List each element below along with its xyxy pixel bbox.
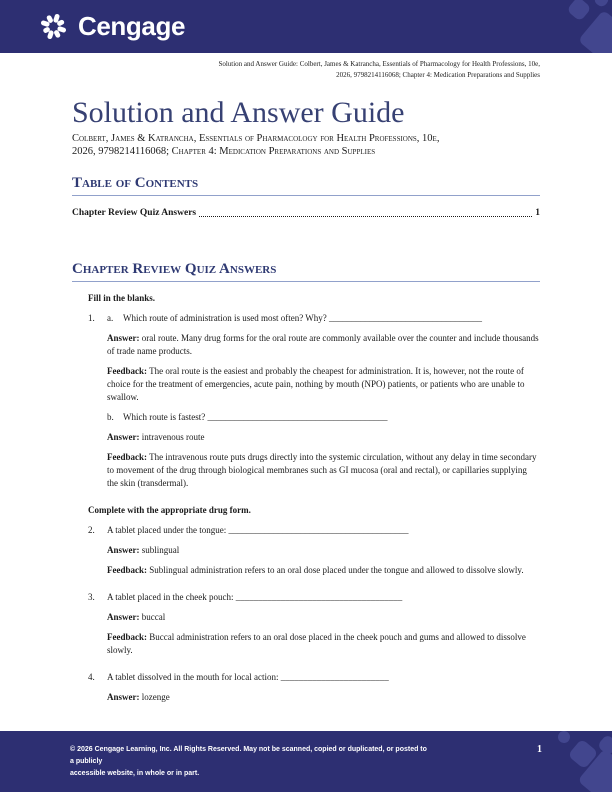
question-2-text: A tablet placed under the tongue: ________________________________________ (107, 525, 409, 535)
page-content (72, 96, 540, 718)
question-3-answer: Answer: buccal (107, 612, 166, 622)
running-head-citation (140, 59, 540, 80)
question-1-number: 1. (88, 313, 95, 323)
question-1a-text: Which route of administration is used most often? Why? __________________________________ (123, 313, 483, 323)
answer-label: Answer: (107, 432, 140, 442)
footer-corner-decor-icon (522, 731, 612, 792)
instruction-complete-drug-form: Complete with the appropriate drug form. (88, 505, 251, 515)
question-1b-letter: b. (107, 412, 114, 422)
feedback-label: Feedback: (107, 565, 147, 575)
question-4-text: A tablet dissolved in the mouth for local action: ________________________ (107, 672, 389, 682)
question-1a (107, 312, 540, 325)
toc-dot-leader (199, 207, 532, 217)
answer-label: Answer: (107, 692, 140, 702)
cengage-logo (36, 9, 185, 44)
feedback-label: Feedback: (107, 366, 147, 376)
subtitle-line-1: Colbert, James & Katrancha, Essentials of Pharmacology for Health Professions, 10e, (72, 133, 440, 144)
cengage-logo-text: Cengage (78, 11, 186, 41)
question-1b-answer: Answer: intravenous route (107, 432, 205, 442)
page-title: Solution and Answer Guide (72, 96, 405, 129)
section-heading-chapter-review-quiz-answers: Chapter Review Quiz Answers (72, 260, 540, 282)
answer-label: Answer: (107, 612, 140, 622)
question-3-feedback: Feedback: Buccal administration refers to an oral dose placed in the cheek pouch and gums and allowed to dissolve slowly. (107, 632, 526, 655)
answer-label: Answer: (107, 545, 140, 555)
header-bar (0, 0, 612, 53)
toc-heading: Table of Contents (72, 174, 540, 196)
question-3-text: A tablet placed in the cheek pouch: _____________________________________ (107, 592, 403, 602)
question-2-number: 2. (88, 525, 95, 535)
toc-entry-label: Chapter Review Quiz Answers (72, 208, 197, 218)
copyright-line-1: © 2026 Cengage Learning, Inc. All Rights Reserved. May not be scanned, copied or duplicated, or posted to a publicly (70, 746, 427, 765)
citation-line-1: Solution and Answer Guide: Colbert, James & Katrancha, Essentials of Pharmacology for Health Professions, 10e, (218, 60, 540, 68)
question-3-number: 3. (88, 592, 95, 602)
page-number: 1 (537, 744, 542, 755)
quiz-body (88, 292, 540, 711)
question-1a-letter: a. (107, 313, 114, 323)
toc-entry-page-number: 1 (535, 208, 540, 218)
document-subtitle (72, 132, 540, 158)
question-1a-feedback: Feedback: The oral route is the easiest and probably the cheapest for administration. It is, however, not the route of choice for the treatment of emergencies, acute pain, nothing by mouth (NPO) patients, or patients who are unable to swallow. (107, 366, 525, 402)
citation-line-2: 2026, 9798214116068; Chapter 4: Medication Preparations and Supplies (336, 70, 540, 79)
copyright-line-2: accessible website, in whole or in part. (70, 770, 200, 777)
question-1b-text: Which route is fastest? ________________________________________ (123, 412, 388, 422)
question-4-number: 4. (88, 672, 95, 682)
question-2-answer: Answer: sublingual (107, 545, 180, 555)
subtitle-line-2: 2026, 9798214116068; Chapter 4: Medication Preparations and Supplies (72, 146, 376, 157)
question-3 (88, 591, 540, 664)
footer-bar (0, 731, 612, 792)
toc-entry-chapter-review-quiz-answers[interactable] (72, 207, 540, 220)
feedback-label: Feedback: (107, 452, 147, 462)
copyright-notice (70, 744, 430, 780)
instruction-fill-in-the-blanks: Fill in the blanks. (88, 293, 156, 303)
question-1 (88, 312, 540, 497)
question-1a-answer: Answer: oral route. Many drug forms for the oral route are commonly available over the counter and include thousands of trade name products. (107, 333, 539, 356)
question-4 (88, 671, 540, 711)
answer-label: Answer: (107, 333, 140, 343)
question-1b (107, 411, 540, 424)
question-4-answer: Answer: lozenge (107, 692, 170, 702)
question-1b-feedback: Feedback: The intravenous route puts drugs directly into the systemic circulation, without any delay in time secondary to movement of the drug through biological membranes such as GI mucosa (oral and rectal), or capillaries supplying the skin (transdermal). (107, 452, 537, 488)
cengage-burst-icon (36, 9, 71, 44)
question-2-feedback: Feedback: Sublingual administration refers to an oral dose placed under the tongue and allowed to dissolve slowly. (107, 565, 524, 575)
question-2 (88, 524, 540, 584)
feedback-label: Feedback: (107, 632, 147, 642)
header-corner-decor-icon (522, 0, 612, 53)
